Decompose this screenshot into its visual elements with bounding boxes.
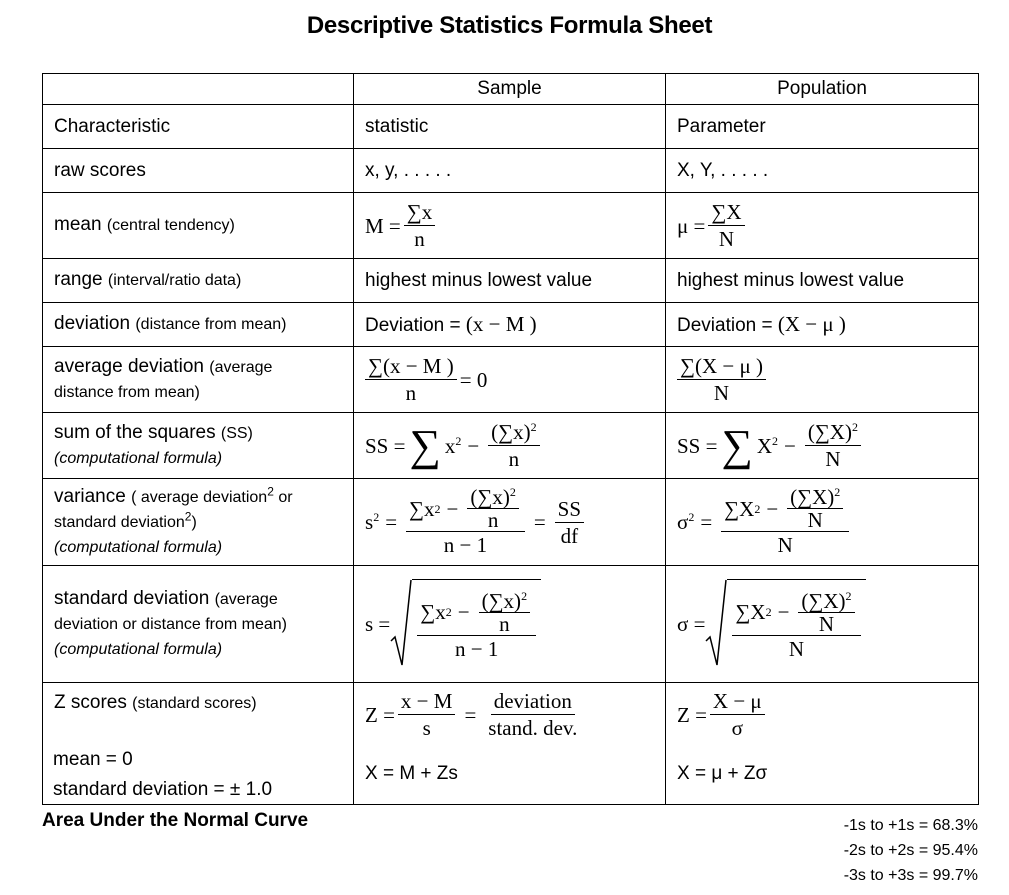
z-sample-numerator2: deviation [491,689,575,715]
row-variance [43,479,979,566]
avg-dev-population-formula [666,347,979,413]
ss-population-numerator: (∑X) [807,420,852,444]
area-item: -2s to +2s = 95.4% [843,842,978,859]
z-label: Z scores [54,692,127,713]
row-deviation [43,303,979,347]
z-population-denominator: σ [731,716,743,740]
variance-sample-df: df [560,523,579,548]
ss-note2: (computational formula) [54,449,223,467]
z-sample-lhs: Z = [365,702,395,727]
variance-population-term: ∑X [724,496,755,521]
variance-population-inner-num: (∑X) [790,485,835,509]
deviation-population-cell [666,303,979,347]
sd-population-lhs: σ = [677,612,706,636]
row-standard-deviation [43,566,979,683]
ss-label-cell [43,413,354,479]
variance-sample-eq: = [385,510,398,534]
variance-population-denominator: N [777,533,793,557]
header-sample: Sample [354,74,666,105]
sd-sample-sqrt: ∑x 2 − $\frac{(\sum x)^2}{n}$ n − 1 [390,579,541,669]
avg-dev-sample-denominator: n [405,381,417,405]
area-item: -3s to +3s = 99.7% [843,867,978,884]
ss-sample-formula: SS = ∑ $x^2$ − $\frac{(\sum x)^2}{n}$ [354,413,666,479]
formula-table [42,73,979,805]
z-population-numerator: X − μ [710,689,765,715]
mean-sample-numerator: ∑x [404,200,435,226]
sd-note2: deviation or distance from mean) [54,615,287,633]
characteristic-sample: statistic [354,105,666,149]
z-population-cell [666,683,979,805]
avg-dev-note2: distance from mean) [54,383,200,401]
sd-label: standard deviation [54,587,210,609]
variance-note2-end: ) [191,513,197,531]
sd-sample-minus: − [457,600,470,624]
variance-sample-minus: − [446,496,459,521]
sd-population-sqrt: ∑X 2 − $\frac{(\sum X)^2}{N}$ N [705,579,865,669]
z-mean-line: mean = 0 [53,749,133,770]
variance-note: ( average deviation [131,488,268,506]
z-population-lhs: Z = [677,702,707,727]
sd-sample-formula [354,566,666,683]
variance-label-cell: variance ( average deviation$^2$ or standard deviation$^2$) (computational formula) [43,479,354,566]
row-range [43,259,979,303]
page-title: Descriptive Statistics Formula Sheet [306,12,713,39]
ss-population-sigma: ∑ [721,420,753,470]
ss-population-formula: SS = ∑ $X^2$ − $\frac{(\sum X)^2}{N}$ [666,413,979,479]
sd-sample-inner-den: n [499,611,510,636]
sd-population-term: ∑X [735,600,766,624]
sd-note: (average [214,590,278,608]
radical-sign-icon [705,579,727,669]
deviation-sample-cell [354,303,666,347]
characteristic-population: Parameter [666,105,979,149]
z-population-raw: X = μ + Zσ [677,763,768,784]
avg-dev-label: average deviation [54,355,204,377]
avg-dev-note: (average [209,358,273,376]
area-list [844,813,978,888]
z-notes [53,745,272,805]
sd-population-minus: − [777,600,790,624]
header-row [43,74,979,105]
avg-dev-sample-rhs: = 0 [459,367,488,392]
z-sample-raw: X = M + Zs [365,763,458,784]
radical-sign-icon [390,579,412,669]
sd-sample-term: ∑x [420,600,446,624]
ss-population-term: X [756,433,772,458]
variance-sample-lhs: s [365,510,374,534]
mean-label-cell [43,193,354,259]
mean-note: (central tendency) [106,217,235,234]
sd-note3: (computational formula) [54,640,223,658]
mean-population-denominator: N [718,227,735,251]
range-population: highest minus lowest value [666,259,979,303]
variance-note2: standard deviation [54,513,185,531]
row-raw-scores [43,149,979,193]
sd-population-inner-den: N [818,611,835,636]
z-sample-denominator2: stand. dev. [488,716,578,740]
mean-population-numerator: ∑X [708,200,744,226]
row-mean [43,193,979,259]
ss-sample-minus: − [467,433,480,458]
variance-sample-denominator: n − 1 [443,533,488,557]
z-sample-numerator: x − M [398,689,456,715]
avg-dev-sample-numerator: ∑(x − M ) [365,354,457,380]
deviation-sample-expr: (x − M ) [465,311,537,336]
ss-population-lhs: SS = [677,433,718,458]
range-sample: highest minus lowest value [354,259,666,303]
raw-scores-population: X, Y, . . . . . [666,149,979,193]
avg-dev-sample-formula [354,347,666,413]
variance-sample-inner-num: (∑x) [470,485,510,509]
ss-note: (SS) [220,424,253,442]
avg-dev-population-numerator: ∑(X − μ ) [677,354,766,380]
z-note: (standard scores) [132,695,257,712]
variance-population-inner-den: N [807,508,823,532]
ss-population-denominator: N [825,447,841,471]
z-sample-cell [354,683,666,805]
row-characteristic [43,105,979,149]
variance-population-lhs: σ [677,510,689,534]
deviation-sample-prefix: Deviation = [365,314,466,336]
sd-label-cell [43,566,354,683]
mean-population-formula [666,193,979,259]
z-sd-line: standard deviation = ± 1.0 [53,779,273,800]
variance-label: variance [54,485,126,507]
variance-note3: (computational formula) [54,538,223,556]
variance-population-minus: − [766,496,779,521]
raw-scores-label: raw scores [43,149,354,193]
mean-sample-lhs: M = [365,213,401,238]
raw-scores-sample: x, y, . . . . . [354,149,666,193]
sd-population-inner-num: (∑X) [801,588,846,613]
variance-sample-inner-den: n [487,508,499,532]
ss-label: sum of the squares [54,421,216,443]
row-sum-of-squares [43,413,979,479]
ss-sample-sigma: ∑ [409,420,441,470]
variance-note-mid: or [273,488,293,506]
avg-dev-label-cell [43,347,354,413]
characteristic-label: Characteristic [43,105,354,149]
header-population: Population [666,74,979,105]
sd-sample-inner-num: (∑x) [481,588,522,613]
area-title: Area Under the Normal Curve [42,810,309,831]
deviation-label: deviation [54,313,131,334]
ss-sample-term: x [444,433,456,458]
z-sample-eq: = [464,702,477,727]
variance-sample-term: ∑x [409,496,435,521]
ss-sample-numerator: (∑x) [491,420,531,444]
deviation-label-cell [43,303,354,347]
mean-label: mean [54,214,102,235]
ss-population-minus: − [784,433,796,458]
header-empty-cell [43,74,354,105]
sd-sample-lhs: s = [365,612,391,636]
row-average-deviation [43,347,979,413]
deviation-population-expr: (X − μ ) [777,311,846,336]
deviation-population-prefix: Deviation = [677,314,778,336]
variance-sample-formula: $s^2$ = ∑x 2 − $\frac{(\sum x)^2}{n}$ n − 1 = $\frac{SS}{df}$ [354,479,666,566]
ss-sample-lhs: SS = [365,433,406,458]
deviation-note: (distance from mean) [135,316,287,333]
range-label-cell [43,259,354,303]
sd-population-denominator: N [788,636,805,661]
range-label: range [54,269,103,290]
range-note: (interval/ratio data) [107,272,242,289]
sd-sample-denominator: n − 1 [454,636,499,661]
area-item: -1s to +1s = 68.3% [843,817,978,834]
avg-dev-population-denominator: N [713,381,730,405]
ss-sample-denominator: n [508,447,520,471]
variance-population-formula: $\sigma^2$ = ∑X 2 − $\frac{(\sum X)^2}{N}$ N [666,479,979,566]
variance-sample-ss: SS [555,497,584,523]
z-sample-denominator: s [422,716,431,740]
mean-sample-denominator: n [414,227,425,251]
sd-population-formula [666,566,979,683]
mean-sample-formula [354,193,666,259]
mean-population-lhs: μ = [677,213,706,238]
variance-sample-eq2: = [533,510,546,534]
variance-population-eq: = [700,510,713,534]
